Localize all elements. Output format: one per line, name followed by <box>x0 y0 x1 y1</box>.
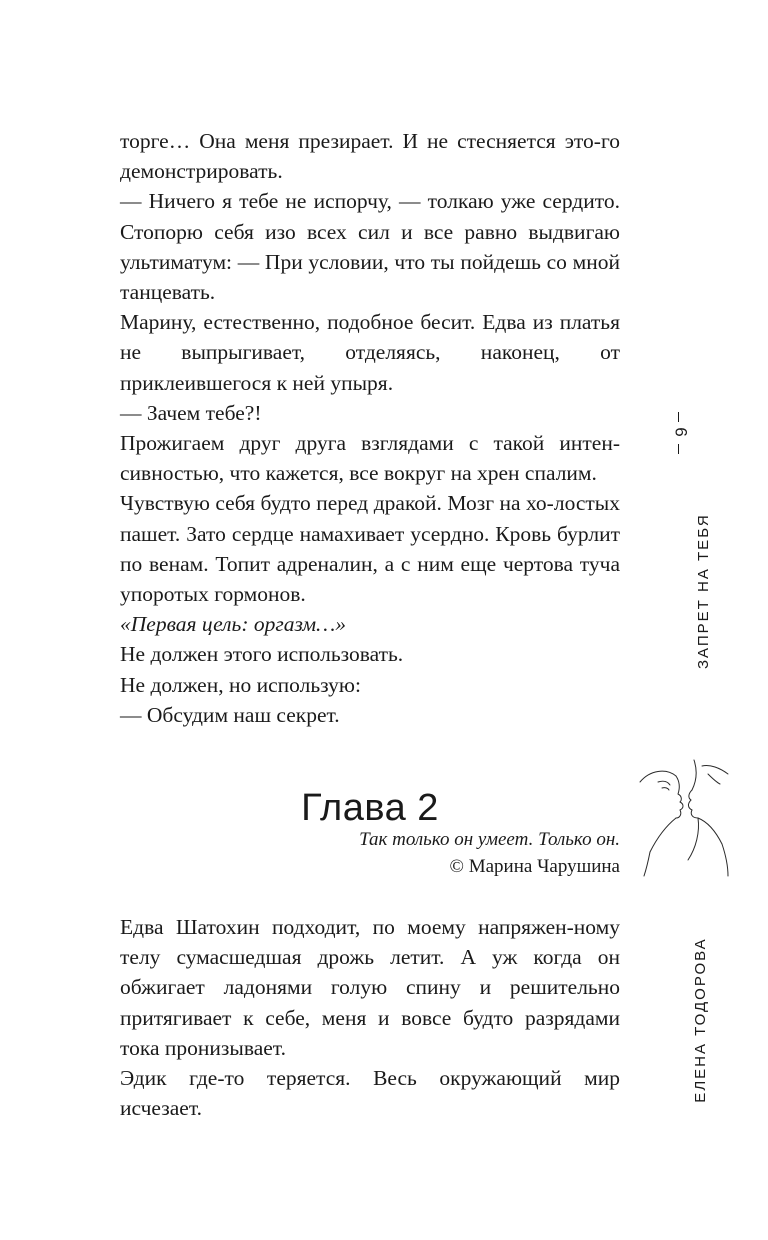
paragraph: Едва Шатохин подходит, по моему напряжен-ному телу сумасшедшая дрожь летит. А уж когда он обжигает ладонями голую спину и решительно притягивает к себе, меня и вовсе будто разрядами тока пронизывает. <box>120 915 620 1060</box>
chapter-end-text <box>120 126 620 730</box>
epigraph <box>120 826 620 880</box>
chapter-start-text <box>120 912 620 1123</box>
paragraph: Не должен, но использую: <box>120 672 361 697</box>
paragraph: Не должен этого использовать. <box>120 642 404 667</box>
paragraph-italic: «Первая цель: оргазм…» <box>120 612 346 637</box>
paragraph: Эдик где-то теряется. Весь окружающий мир исчезает. <box>120 1066 620 1121</box>
paragraph: Марину, естественно, подобное бесит. Едва из платья не выпрыгивает, отделяясь, наконец, от приклеившегося к ней упыря. <box>120 310 620 395</box>
kiss-illustration-icon <box>636 752 732 878</box>
paragraph: Чувствую себя будто перед дракой. Мозг на хо-лостых пашет. Зато сердце намахивает усердно. Кровь бурлит по венам. Топит адреналин, а с ним еще чертова туча упоротых гормонов. <box>120 491 620 607</box>
paragraph: торге… Она меня презирает. И не стесняется это-го демонстрировать. <box>120 129 620 184</box>
running-author: ЕЛЕНА ТОДОРОВА <box>692 937 709 1103</box>
paragraph: Прожигаем друг друга взглядами с такой интен-сивностью, что кажется, все вокруг на хрен спалим. <box>120 431 620 486</box>
chapter-title: Глава 2 <box>301 786 439 829</box>
running-title: ЗАПРЕТ НА ТЕБЯ <box>695 513 712 669</box>
epigraph-quote: Так только он умеет. Только он. <box>359 829 620 850</box>
page-number: 9 <box>672 427 691 437</box>
paragraph: — Обсудим наш секрет. <box>120 702 340 727</box>
epigraph-author: © Марина Чарушина <box>449 856 620 877</box>
page-number-rule-bottom <box>678 444 679 454</box>
paragraph: — Ничего я тебе не испорчу, — толкаю уже сердито. Стопорю себя изо всех сил и все равно выдвигаю ультиматум: — При условии, что ты пойдешь со мной танцевать. <box>120 189 620 305</box>
paragraph: — Зачем тебе?! <box>120 400 262 425</box>
